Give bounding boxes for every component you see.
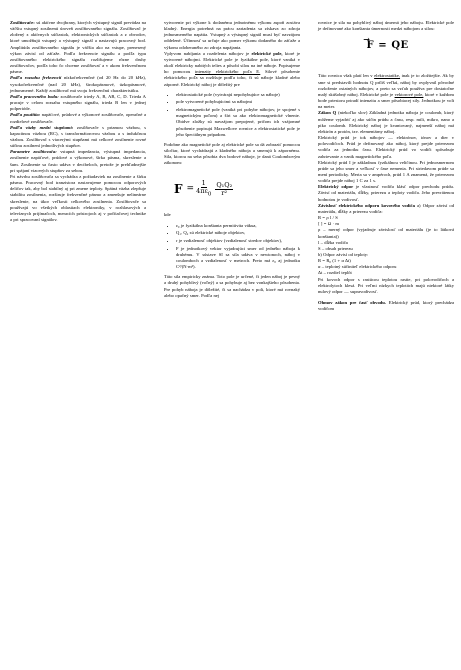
list-item: R = R₀ (1 + α Δt) — [318, 258, 351, 264]
paragraph-field-definition: rovnice je sila na pohyblivý náboj úmerná jeho náboju. Elektrické pole je definované ako konštanta úmernosti medzi nábojom a silou: — [318, 20, 454, 32]
term-zosilnovace: Zosilňovače: — [10, 20, 35, 25]
list-item: b) Odpor závisí od teploty: — [318, 252, 369, 257]
paragraph-electric-field: Vplyvom nabíjania a rozdelenia nábojov je elektrické pole, ktoré je vytvorené nábojmi. Elektrické pole je fyzikálne pole, ktoré vzniká v okolí elektricky nabitých telies a pôsobí silou na iné náboje. Popisujeme ho pomocou intenzity elektrického poľa E. Silové pôsobenie elektrického poľa sa rozlišuje podľa toho, či sú náboje kladné alebo záporné. Elektrický náboj je dôležitý pre — [164, 50, 300, 87]
list-item: • pole vytvorené pohybujúcimi sa nábojmi — [176, 99, 300, 105]
equation-unit: [ ] = Ω · m — [318, 221, 339, 227]
paragraph-charge-law: Zákon Q (niekoľko slov) Základná jednotka náboja je coulomb, ktorý môžeme vyjadriť aj ako súčin prúdu a času, resp. mili, mikro, nano a piko coulomb. Elektrický náboj je kvantovaný, najmenší náboj má elektrón a protón, tzv. elementárny náboj. — [318, 110, 454, 134]
paragraph-kde: kde — [164, 212, 171, 218]
paragraph-frequency: Podľa rozsahu frekvencií nízkofrekvenčné (od 20 Hz do 20 kHz), vysokofrekvenčné (nad 20 kHz), širokopásmové, úzkopásmové, jednosmerné. Každý zosilňovač má svoju frekvenčnú charakteristiku. — [10, 75, 146, 93]
formula-charge-fraction: $\frac{\text{Q₁Q₂}}{\text{r²}}$ — [216, 180, 233, 197]
list-item: • ε₀ je fyzikálna konštanta permitivita vákua, — [176, 223, 300, 229]
term-electric-field: elektrické pole, — [251, 50, 283, 56]
vector-arrow-icon: → — [363, 34, 371, 45]
formula-equals: = — [186, 184, 195, 195]
field-formula: →F = QE — [363, 34, 409, 52]
link-vector-field: vektorové pole, — [394, 91, 424, 97]
paragraph-electrostatics: Táto rovnica však platí len v elektrostatike, inak je to zložitejšie. Ak by sme si predstavili hodnotu Q príliš veľkú, náboj by ovplyvnil pôvodné rozloženie ostatných nábojov, a preto sa vzťah používa pre dostatočne malý skúšobný náboj. Elektrické pole je vektorové pole, ktoré v každom bode priestoru priradí intenzitu a smer pôsobiacej sily. Jednotkou je volt na meter. — [318, 73, 454, 110]
paragraph-coulomb-intro: Podobne ako magnetické pole aj elektrické pole sa dá zobraziť pomocou siločiar, ktoré vychádzajú z kladného náboja a smerujú k zápornému. Sila, ktorou na seba pôsobia dva bodové náboje, je daná Coulombovým zákonom: — [164, 141, 300, 166]
list-item: • Q₁, Q₂ sú elektrické náboje objektov, — [176, 230, 300, 236]
paragraph-coupling: Podľa väzby medzi stupňami: zosilňovače s priamou väzbou, s kapacitnou väzbou (RC), s transformátorovou väzbou a s indukčnou väzbou. Zosilňovač s viacerými stupňami má celkové zosilnenie rovné súčinu zosilnení jednotlivých stupňov. — [10, 124, 146, 149]
column-right — [318, 20, 454, 312]
link-field-intensity: intenzity elektrického poľa E. — [195, 69, 261, 75]
paragraph-power: vytvorenie pri výkone k dodanému jednotnému výkonu aspoň zostáva kladný. Energia potrebná na prácu zariadenia sa získava zo zdroja jednosmerného napätia. Vstupný a výstupný signál musí byť navzájom oddelené. Účinnosť sa určuje ako pomer výkonu dodaného do záťaže a výkonu odoberaného zo zdroja napájania. — [164, 20, 300, 50]
paragraph-ohm: Ohmov zákon pre časť obvodu. Elektrický prúd, ktorý prechádza vodičom — [318, 300, 454, 312]
list-item: l – dĺžka vodiča — [318, 239, 348, 245]
list-item: S – obsah prierezu — [318, 245, 353, 251]
paragraph-resistance: Elektrický odpor je vlastnosť vodiča klásť odpor prechodu prúdu. Závisí od materiálu, dĺžky, prierezu a teploty vodiča. Jeho prevrátenou hodnotou je vodivosť. — [318, 184, 454, 202]
paragraph-resistance-dependency: Závislosť elektrického odporu kovového vodiča a) Odpor závisí od materiálu, dĺžky a prierezu vodiča: — [318, 202, 454, 214]
list-item: ρ – merný odpor (vyjadruje závislosť od materiálu (je to látková konštanta)) — [318, 227, 454, 239]
list-item: • r je vzdialenosť objektov (vzdialenosť stredov objektov), — [176, 238, 300, 244]
coulomb-terms-list — [164, 223, 300, 271]
list-item: • F je jednotkový vektor vyjadrujúci smer od jedného náboja k druhému. V sústave SI sa sila udáva v newtonoch, náboj v coulomboch a vzdialenosť v metroch. Preto má ε₀ aj jednotku C²/(N·m²). — [176, 246, 300, 271]
column-left — [10, 20, 146, 223]
list-item: • elektromagnetické pole (vzniká pri pohybe nábojov, je spojené s magnetickým poľom) a šíri sa ako elektromagnetické vlnenie. Obidve zložky sú navzájom prepojené, pričom ich vzájomné pôsobenie popisujú Maxwellove rovnice a elektrostatické pole je jeho špeciálnym prípadom. — [176, 107, 300, 138]
paragraph-empirical: Táto sila empiricky známa. Toto pole je určené, či jeden náboj je pevný a druhý pohyblivý (voľný) a sa pohybuje aj bez vonkajšieho pôsobenia. Pre pohyb náboja je dôležité, či sa nachádza v poli, ktoré má rovnaký alebo opačný smer. Podľa nej — [164, 274, 300, 298]
field-types-list — [164, 92, 300, 138]
equation-resistance: R = ρ l / S — [318, 215, 338, 221]
list-item: Δt – rozdiel teplôt — [318, 270, 352, 276]
paragraph-tail: Pri návrhu zosilňovača sa vychádza z požiadaviek na zosilnenie a šírku pásma. Pracovný bod tranzistora nastavujeme pomocou odporových deličov tak, aby bol stabilný aj pri zmene teploty. Spätná väzba zlepšuje stabilitu zosilnenia, rozširuje frekvenčné pásmo a zmenšuje nelineárne skreslenie, na úkor veľkosti celkového zosilnenia. Zosilňovače sa používajú vo všetkých oblastiach elektroniky, v rozhlasových a televíznych prijímačoch, meracích prístrojoch aj v počítačovej technike a pri spracovaní signálov. — [10, 173, 146, 222]
coulomb-formula — [174, 176, 300, 202]
column-middle — [164, 20, 300, 299]
paragraph-usage: Podľa použitia: napäťové, prúdové a výkonové zosilňovače, operačné a rozdielové zosilňovače. — [10, 112, 146, 124]
link-electrostatics: elektrostatike, — [374, 73, 401, 79]
paragraph-parameters: Parametre zosilňovača: vstupná impedancia, výstupná impedancia, zosilnenie napäťové, prúdové a výkonové, šírka pásma, skreslenie a šum. Zosilnenie sa často udáva v decibeloch, pretože je prehľadnejšie pri spájaní viacerých stupňov za sebou. — [10, 149, 146, 173]
paragraph-intro: Zosilňovače: sú aktívne dvojbrany, ktorých výstupný signál prevádza na väčšiu vstupný zosilnenú úroveň zosilňovaného signálu. Zosilňovač je zložený z aktívnych súčiastok, elektronických súčiastok a z obvodov, ktoré umožňujú vstupný a výstupný signál a nastavujú pracovný bod. Amplitúda zosilňovaného signálu je väčšia ako na vstupe, prenesený výkon závisí od záťaže. Podľa frekvencie signálu a podľa typu zosilňovaného elektrického signálu rozlišujeme rôzne druhy zosilňovačov, podľa toho čo chceme zosilňovať a v akom frekvenčnom pásme. — [10, 20, 146, 75]
list-item: • elektrostatické pole (vytvárajú nepohybujúce sa náboje) — [176, 92, 300, 98]
formula-force-symbol: F — [174, 182, 183, 197]
list-item: α – teplotný súčiniteľ elektrického odporu — [318, 264, 397, 270]
paragraph-mode: Podľa pracovného bodu: zosilňovače triedy A, B, AB, C, D. Trieda A pracuje v celom rozsahu vstupného signálu, trieda B len v jednej polperióde. — [10, 93, 146, 112]
paragraph-temperature: Pri kovoch odpor s rastúcou teplotou rastie, pri polovodičoch a elektrolytoch klesá. Pri veľmi nízkych teplotách majú niektoré látky nulový odpor — supravodivosť. — [318, 276, 454, 294]
paragraph-current: Elektrický prúd je tok nábojov — elektrónov, iónov a dier v polovodičoch. Prúd je definovaný ako náboj, ktorý prejde prierezom vodiča za jednotku času. Elektrický prúd vo vodiči spôsobuje zahrievanie a vznik magnetického poľa. — [318, 135, 454, 159]
formula-constant-fraction: $\frac{1}{4\pi\varepsilon_0}$ — [196, 179, 212, 198]
paragraph-current-unit: Elektrický prúd I je základnou fyzikálnou veličinou. Pri jednosmernom prúde sa jeho smer a veľkosť v čase nemenia. Pri striedavom prúde sa mení periodicky. Meria sa v ampéroch, prúd 1 A znamená, že prierezom vodiča prejde náboj 1 C za 1 s. — [318, 159, 454, 184]
